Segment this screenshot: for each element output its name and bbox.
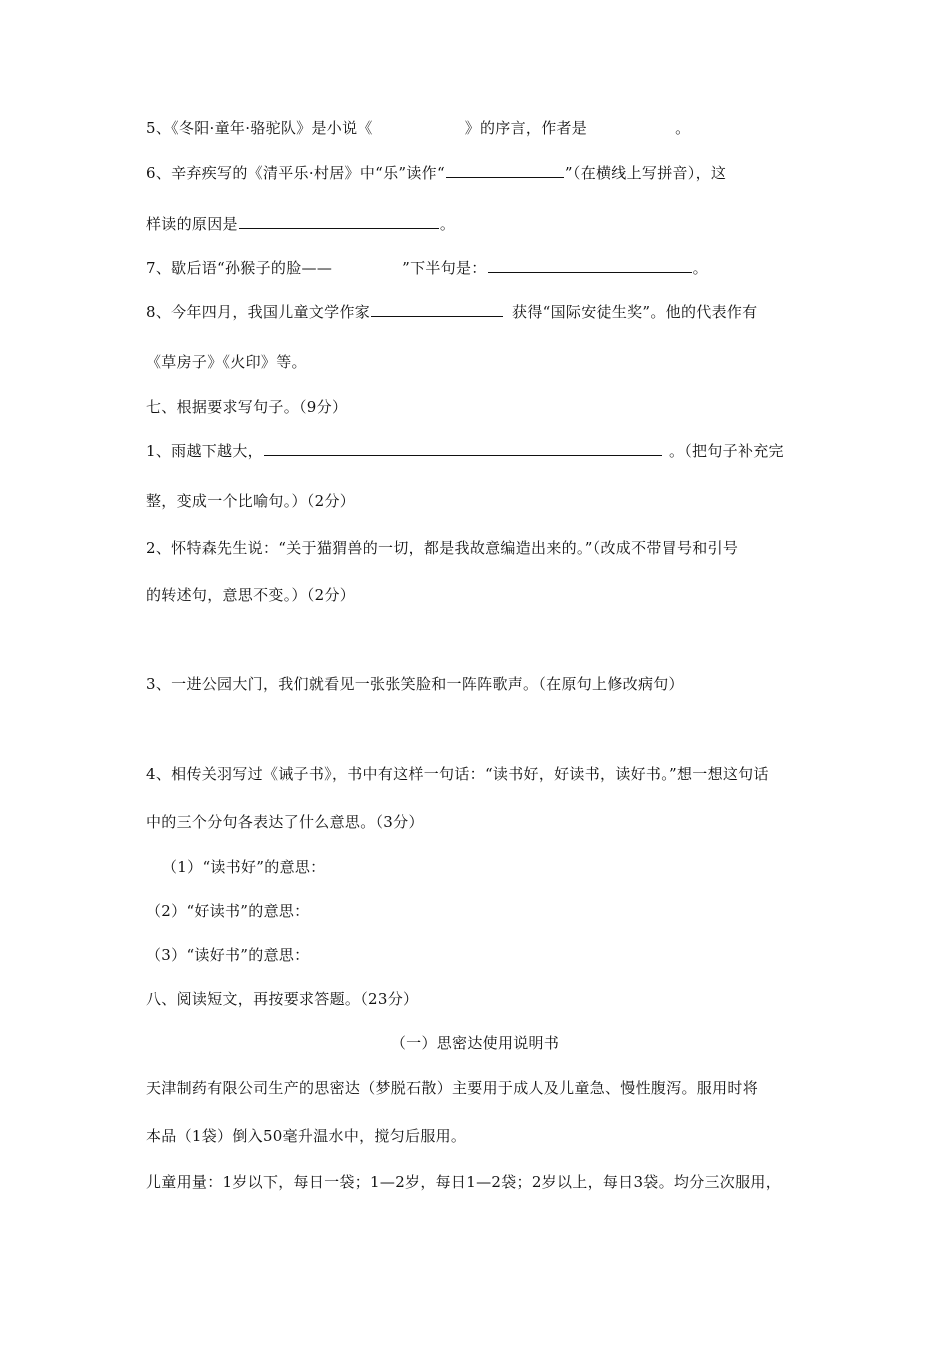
sentence-4-part-1: （1）“读书好”的意思： (162, 858, 326, 876)
sentence-4-line-1: 4、相传关羽写过《诫子书》，书中有这样一句话：“读书好，好读书，读好书。”想一想这句话 (146, 765, 769, 783)
passage-title: （一）思密达使用说明书 (390, 1034, 560, 1052)
passage-line-1: 天津制药有限公司生产的思密达（梦脱石散）主要用于成人及儿童急、慢性腹泻。服用时将 (146, 1079, 759, 1097)
sentence-1-line-1: 1、雨越下越大， 。（把句子补充完 (146, 442, 784, 460)
sentence-1-line-2: 整，变成一个比喻句。）（2分） (146, 492, 356, 510)
pinyin-blank[interactable] (446, 163, 564, 178)
sentence-4-part-3: （3）“读好书”的意思： (146, 946, 310, 964)
sentence-3: 3、一进公园大门，我们就看见一张张笑脸和一阵阵歌声。（在原句上修改病句） (146, 675, 684, 693)
question-8-line-1: 8、今年四月，我国儿童文学作家 获得“国际安徒生奖”。他的代表作有 (146, 303, 758, 321)
section-7-heading: 七、根据要求写句子。（9分） (146, 398, 348, 416)
question-5: 5、《冬阳·童年·骆驼队》是小说《 》的序言，作者是 。 (146, 119, 691, 137)
question-7: 7、歇后语“孙猴子的脸—— ”下半句是： 。 (146, 259, 708, 277)
sentence-4-line-2: 中的三个分句各表达了什么意思。（3分） (146, 813, 424, 831)
second-half-blank[interactable] (488, 258, 692, 273)
author-blank[interactable] (371, 302, 503, 317)
question-6-line-2: 样读的原因是 。 (146, 215, 456, 233)
reason-blank[interactable] (239, 214, 439, 229)
sentence-2-line-2: 的转述句，意思不变。）（2分） (146, 586, 356, 604)
question-8-line-2: 《草房子》《火印》等。 (146, 353, 307, 371)
sentence-4-part-2: （2）“好读书”的意思： (146, 902, 310, 920)
simile-blank[interactable] (264, 441, 662, 456)
passage-line-2: 本品（1袋）倒入50毫升温水中，搅匀后服用。 (146, 1127, 467, 1145)
sentence-2-line-1: 2、怀特森先生说：“关于猫猬兽的一切，都是我故意编造出来的。”（改成不带冒号和引号 (146, 539, 739, 557)
passage-line-3: 儿童用量：1岁以下，每日一袋；1—2岁，每日1—2袋；2岁以上，每日3袋。均分三次服用， (146, 1173, 782, 1191)
section-8-heading: 八、阅读短文，再按要求答题。（23分） (146, 990, 419, 1008)
question-6-line-1: 6、辛弃疾写的《清平乐·村居》中“乐”读作“ ”（在横线上写拼音），这 (146, 164, 727, 182)
